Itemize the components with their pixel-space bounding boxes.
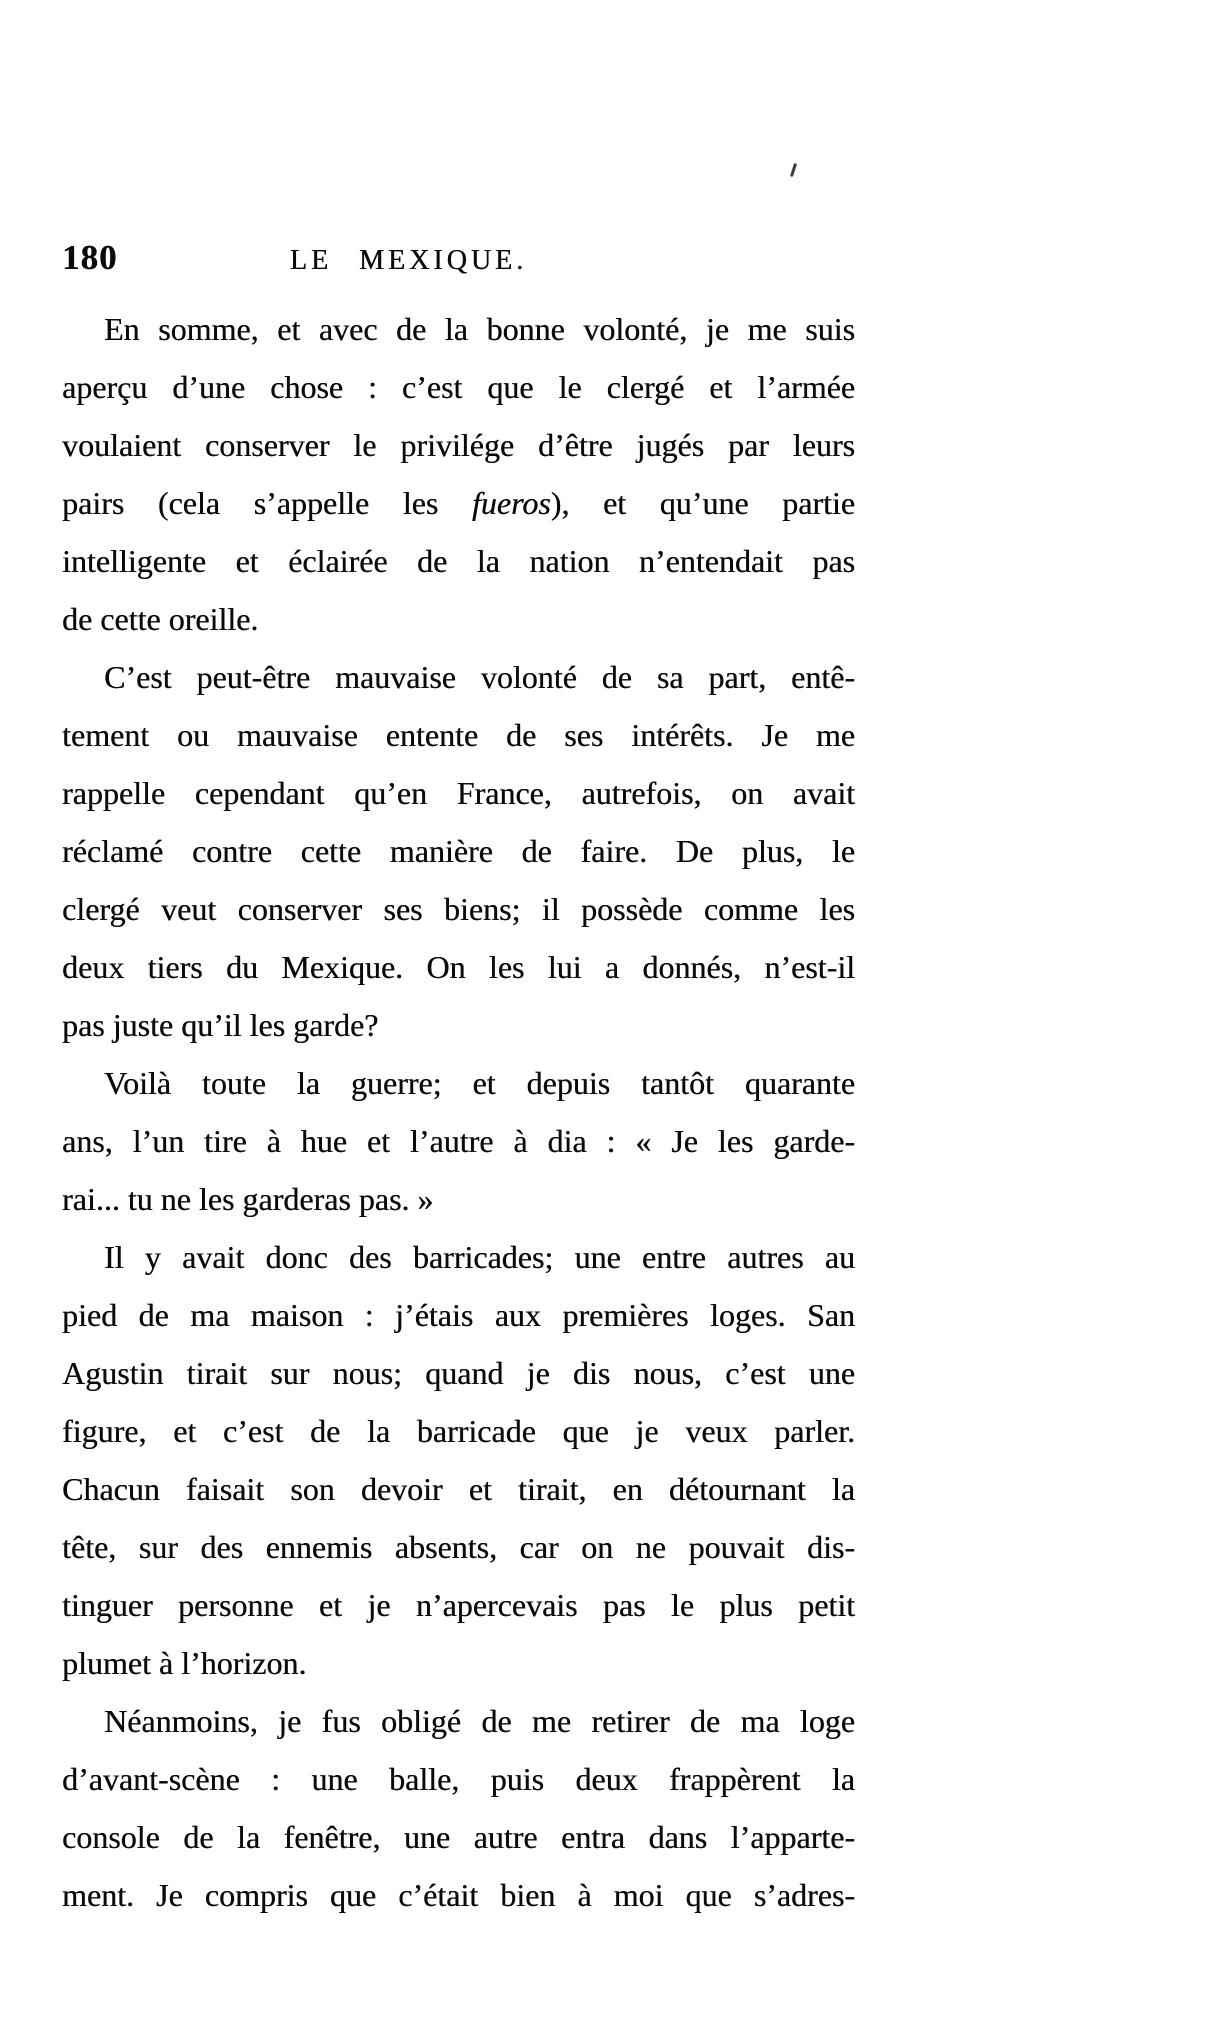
text-segment: pairs (cela s’appelle les xyxy=(62,485,472,521)
text-segment: En somme, et avec de la bonne volonté, je me suis xyxy=(104,311,855,347)
text-line xyxy=(62,1692,855,1750)
text-line xyxy=(62,590,855,648)
text-segment: C’est peut-être mauvaise volonté de sa part, entê- xyxy=(104,659,855,695)
text-segment: ans, l’un tire à hue et l’autre à dia : « Je les garde- xyxy=(62,1123,855,1159)
text-line xyxy=(62,532,855,590)
italic-word: fueros xyxy=(471,485,551,521)
text-line xyxy=(62,1344,855,1402)
page-number: 180 xyxy=(62,238,118,277)
text-segment: aperçu d’une chose : c’est que le clergé et l’armée xyxy=(62,369,855,405)
text-line xyxy=(62,1576,855,1634)
text-line xyxy=(62,938,855,996)
text-line xyxy=(62,1750,855,1808)
text-segment: Néanmoins, je fus obligé de me retirer de ma loge xyxy=(104,1703,855,1739)
text-line xyxy=(62,1054,855,1112)
page-header xyxy=(62,238,855,278)
text-line xyxy=(62,300,855,358)
text-line xyxy=(62,1866,855,1924)
text-line xyxy=(62,1112,855,1170)
text-line xyxy=(62,1518,855,1576)
text-line xyxy=(62,358,855,416)
text-line xyxy=(62,648,855,706)
text-segment: réclamé contre cette manière de faire. De plus, le xyxy=(62,833,855,869)
scan-artifact-mark xyxy=(790,163,797,177)
text-line xyxy=(62,1402,855,1460)
text-segment: clergé veut conserver ses biens; il possède comme les xyxy=(62,891,855,927)
text-segment: tête, sur des ennemis absents, car on ne pouvait dis- xyxy=(62,1529,855,1565)
text-line xyxy=(62,1286,855,1344)
text-segment: plumet à l’horizon. xyxy=(62,1645,307,1681)
text-line xyxy=(62,416,855,474)
text-line xyxy=(62,764,855,822)
text-segment: voulaient conserver le privilége d’être jugés par leurs xyxy=(62,427,855,463)
text-line xyxy=(62,1170,855,1228)
text-line xyxy=(62,1460,855,1518)
text-segment: tinguer personne et je n’apercevais pas le plus petit xyxy=(62,1587,855,1623)
text-segment: Agustin tirait sur nous; quand je dis nous, c’est une xyxy=(62,1355,855,1391)
text-line xyxy=(62,822,855,880)
text-segment: deux tiers du Mexique. On les lui a donnés, n’est-il xyxy=(62,949,855,985)
text-segment: pied de ma maison : j’étais aux premières loges. San xyxy=(62,1297,855,1333)
text-segment: figure, et c’est de la barricade que je veux parler. xyxy=(62,1413,855,1449)
running-title: LE MEXIQUE. xyxy=(289,245,528,276)
text-segment: rappelle cependant qu’en France, autrefois, on avait xyxy=(62,775,855,811)
text-line xyxy=(62,1228,855,1286)
text-segment: Chacun faisait son devoir et tirait, en détournant la xyxy=(62,1471,855,1507)
text-line xyxy=(62,1808,855,1866)
text-line xyxy=(62,880,855,938)
text-segment: ), et qu’une partie xyxy=(550,485,856,521)
text-segment: Voilà toute la guerre; et depuis tantôt quarante xyxy=(104,1065,855,1101)
text-segment: de cette oreille. xyxy=(62,601,259,637)
text-line xyxy=(62,996,855,1054)
text-segment: d’avant-scène : une balle, puis deux frappèrent la xyxy=(62,1761,855,1797)
text-segment: ment. Je compris que c’était bien à moi que s’adres- xyxy=(62,1877,855,1913)
text-segment: Il y avait donc des barricades; une entre autres au xyxy=(104,1239,855,1275)
text-segment: pas juste qu’il les garde? xyxy=(62,1007,379,1043)
text-line xyxy=(62,706,855,764)
text-segment: rai... tu ne les garderas pas. » xyxy=(62,1181,434,1217)
text-segment: tement ou mauvaise entente de ses intérêts. Je me xyxy=(62,717,855,753)
text-block xyxy=(62,300,855,1924)
text-line xyxy=(62,474,855,532)
text-line xyxy=(62,1634,855,1692)
text-segment: intelligente et éclairée de la nation n’entendait pas xyxy=(62,543,855,579)
text-segment: console de la fenêtre, une autre entra dans l’apparte- xyxy=(62,1819,855,1855)
